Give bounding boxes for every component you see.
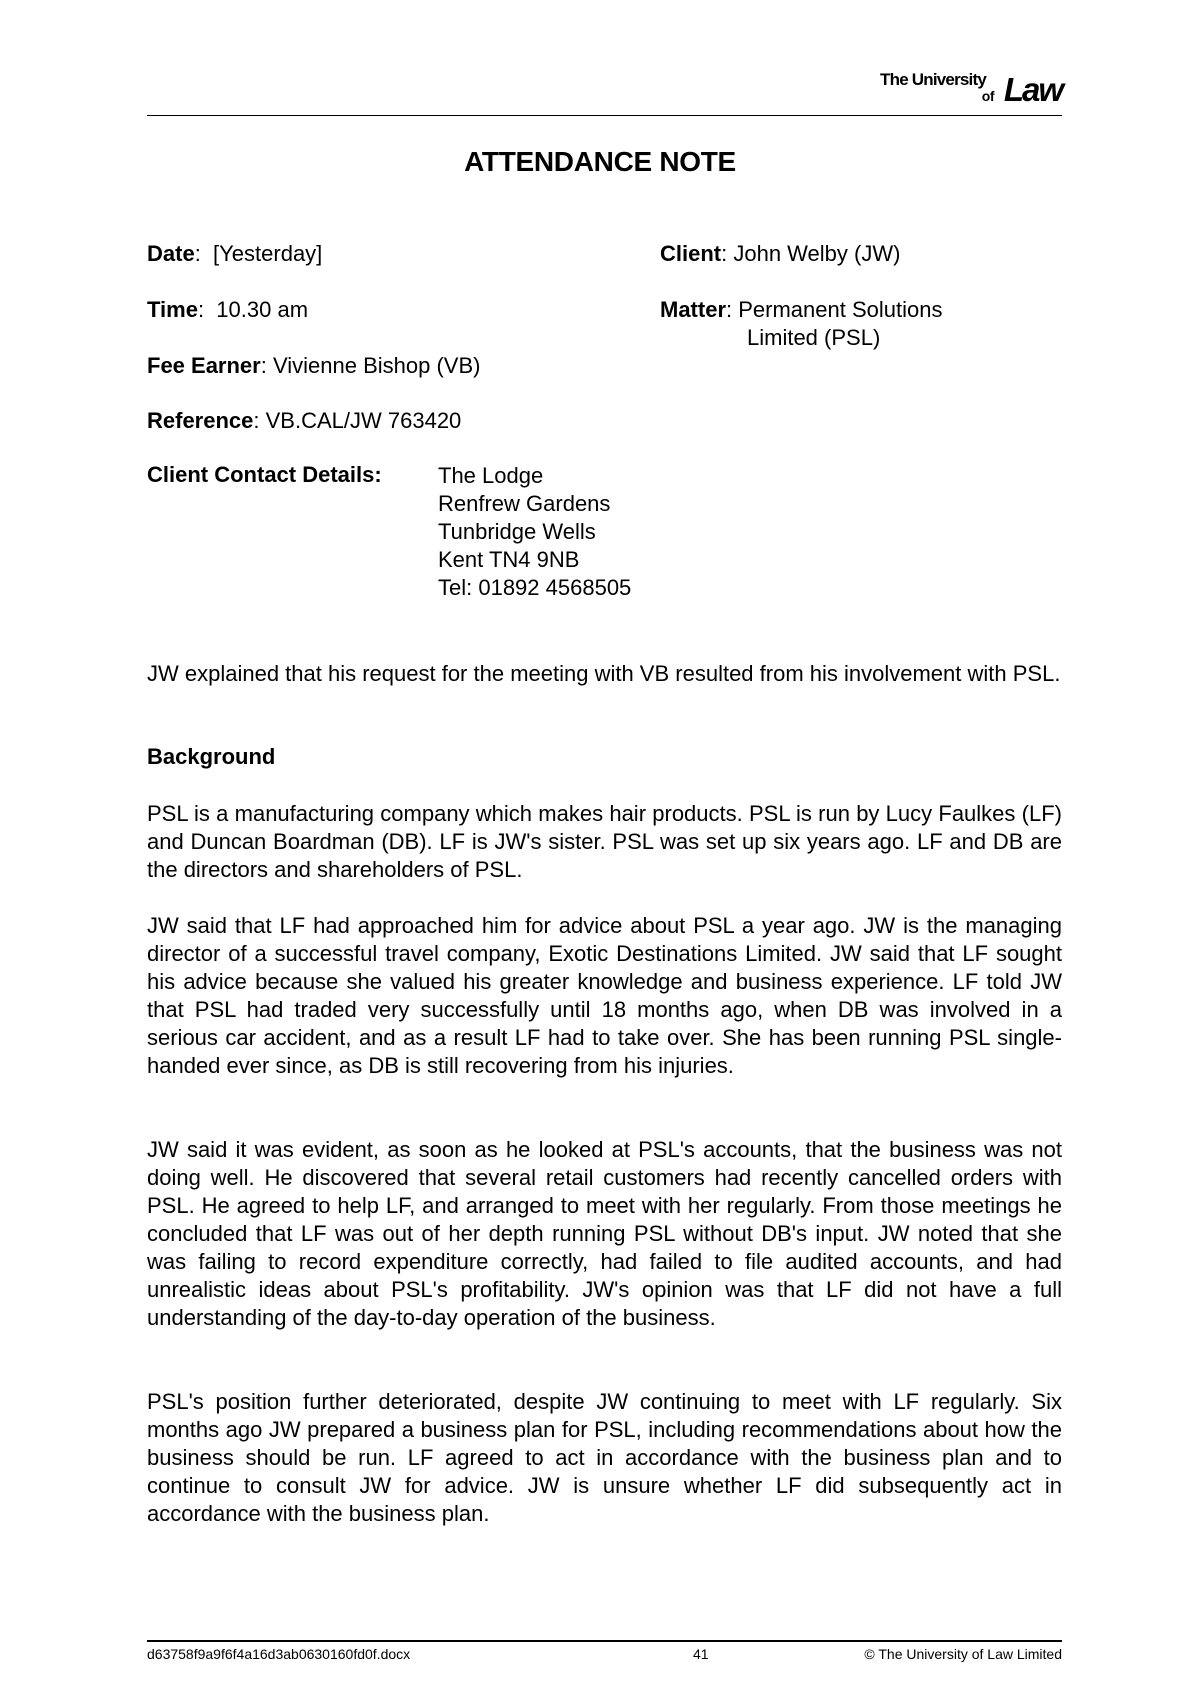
body-paragraph-3: JW said it was evident, as soon as he looked at PSL's accounts, that the business was not doing well. He discovered that several retail customers had recently cancelled orders with PSL. He agreed to help LF, and arranged to meet with her regularly. From those meetings he concluded that LF was out of her depth running PSL without DB's input. JW noted that she was failing to record expenditure correctly, had failed to file audited accounts, and had unrealistic ideas about PSL's profitability. JW's opinion was that LF did not have a full understanding of the day-to-day operation of the business. — [147, 1137, 1062, 1330]
background-heading: Background — [147, 744, 276, 769]
time-field: Time: 10.30 am — [147, 297, 309, 322]
logo-text-university: The University — [880, 70, 986, 89]
telephone-line: Tel: 01892 4568505 — [438, 575, 632, 600]
matter-field: Matter: Permanent Solutions — [660, 297, 943, 322]
header-rule — [147, 115, 1062, 116]
body-paragraph-2: JW said that LF had approached him for advice about PSL a year ago. JW is the managing director of a successful travel company, Exotic Destinations Limited. JW said that LF sought his advice because she valued his greater knowledge and business experience. LF told JW that PSL had traded very successfully until 18 months ago, when DB was involved in a serious car accident, and as a result LF had to take over. She has been running PSL single-handed ever since, as DB is still recovering from his injuries. — [147, 913, 1062, 1078]
matter-label: Matter — [660, 297, 727, 322]
university-logo — [862, 68, 1062, 108]
client-label: Client — [660, 241, 722, 266]
date-label: Date — [147, 241, 195, 266]
matter-value-line2: Limited (PSL) — [747, 325, 881, 350]
fee-earner-value: Vivienne Bishop (VB) — [272, 353, 481, 378]
contact-details-label: Client Contact Details: — [147, 462, 382, 487]
date-field: Date: [Yesterday] — [147, 241, 323, 266]
time-label: Time — [147, 297, 198, 322]
fee-earner-label: Fee Earner — [147, 353, 261, 378]
fee-earner-field: Fee Earner: Vivienne Bishop (VB) — [147, 353, 481, 378]
intro-paragraph: JW explained that his request for the meeting with VB resulted from his involvement with PSL. — [147, 661, 1061, 686]
footer-page-number: 41 — [693, 1646, 709, 1662]
page-title: ATTENDANCE NOTE — [464, 146, 736, 177]
address-line: Tunbridge Wells — [438, 519, 596, 544]
reference-label: Reference — [147, 408, 254, 433]
reference-value: VB.CAL/JW 763420 — [265, 408, 462, 433]
contact-details-address — [438, 462, 631, 602]
logo-text-of: of — [981, 88, 994, 104]
time-value: 10.30 am — [216, 297, 309, 322]
body-paragraph-1: PSL is a manufacturing company which makes hair products. PSL is run by Lucy Faulkes (LF) and Duncan Boardman (DB). LF is JW's sister. PSL was set up six years ago. LF and DB are the directors and shareholders of PSL. — [147, 801, 1062, 882]
footer-rule — [147, 1640, 1062, 1642]
body-paragraph-4: PSL's position further deteriorated, despite JW continuing to meet with LF regularly. Six months ago JW prepared a business plan for PSL, including recommendations about how the business should be run. LF agreed to act in accordance with the business plan and to continue to consult JW for advice. JW is unsure whether LF did subsequently act in accordance with the business plan. — [147, 1389, 1062, 1526]
client-field: Client: John Welby (JW) — [660, 241, 901, 266]
client-value: John Welby (JW) — [733, 241, 901, 266]
matter-value-line1: Permanent Solutions — [738, 297, 943, 322]
address-line: The Lodge — [438, 463, 544, 488]
reference-field: Reference: VB.CAL/JW 763420 — [147, 408, 462, 433]
address-line: Renfrew Gardens — [438, 491, 611, 516]
logo-text-law: Law — [1003, 71, 1062, 108]
footer-copyright: © The University of Law Limited — [864, 1646, 1062, 1662]
date-value: [Yesterday] — [213, 241, 323, 266]
address-line: Kent TN4 9NB — [438, 547, 580, 572]
footer-filename: d63758f9a9f6f4a16d3ab0630160fd0f.docx — [147, 1646, 411, 1662]
